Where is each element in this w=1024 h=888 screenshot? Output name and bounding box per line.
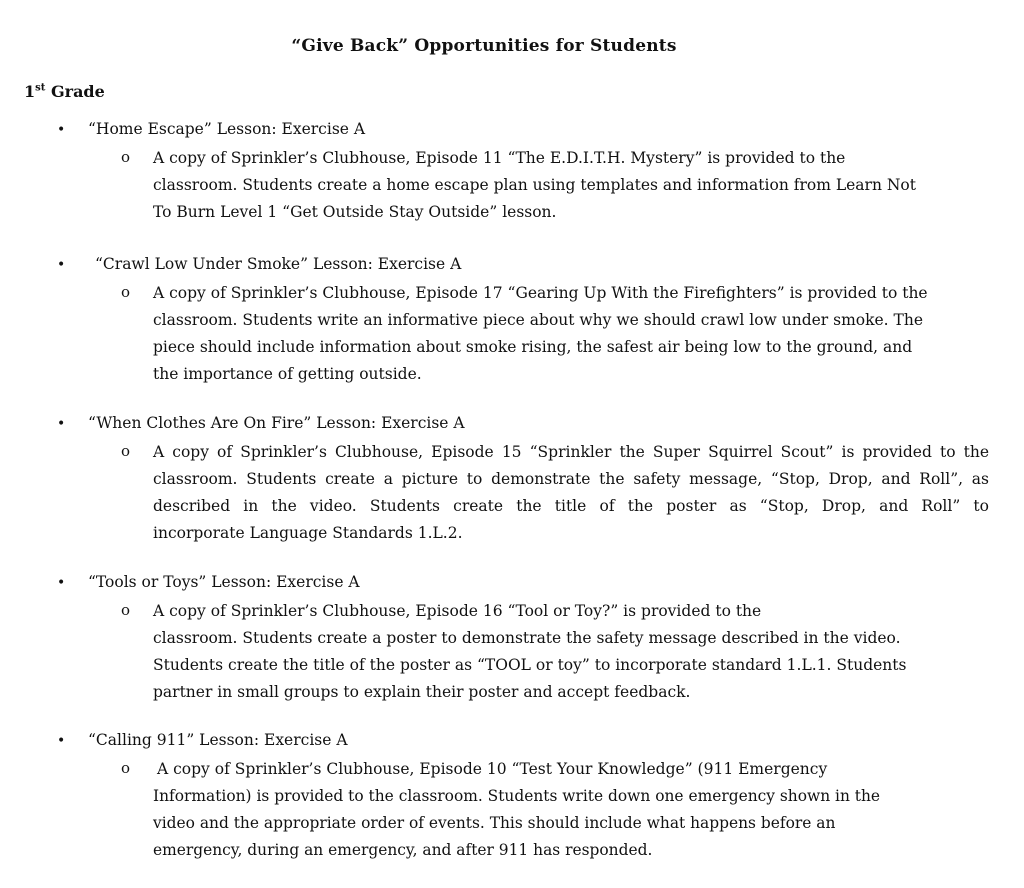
description-line: incorporate Language Standards 1.L.2. xyxy=(153,524,463,542)
grade-ordinal: st xyxy=(35,82,46,94)
lesson-heading: “Tools or Toys” Lesson: Exercise A xyxy=(88,573,360,591)
lesson-description xyxy=(153,280,989,388)
description-line: A copy of Sprinkler’s Clubhouse, Episode 16 “Tool or Toy?” is provided to the xyxy=(153,602,762,620)
lesson-description xyxy=(153,439,989,547)
description-line: partner in small groups to explain their poster and accept feedback. xyxy=(153,683,691,701)
lesson-description xyxy=(153,756,937,864)
sub-bullet-marker: o xyxy=(121,601,131,619)
bullet-marker: • xyxy=(57,257,66,273)
bullet-marker: • xyxy=(57,733,66,749)
grade-heading xyxy=(24,82,105,101)
description-line: classroom. Students create a home escape plan using templates and information from Learn Not xyxy=(153,176,916,194)
description-line: video and the appropriate order of events. This should include what happens before an xyxy=(153,814,836,832)
document-title: “Give Back” Opportunities for Students xyxy=(291,36,677,56)
sub-bullet-marker: o xyxy=(121,148,131,166)
description-line: classroom. Students create a picture to demonstrate the safety message, “Stop, Drop, and Roll”, as xyxy=(153,470,989,488)
description-line: the importance of getting outside. xyxy=(153,365,422,383)
description-line: Information) is provided to the classroom. Students write down one emergency shown in the xyxy=(153,787,881,805)
description-line: A copy of Sprinkler’s Clubhouse, Episode 17 “Gearing Up With the Firefighters” is provided to the xyxy=(153,284,928,302)
description-line: classroom. Students create a poster to demonstrate the safety message described in the video. xyxy=(153,629,901,647)
description-line: A copy of Sprinkler’s Clubhouse, Episode 10 “Test Your Knowledge” (911 Emergency xyxy=(157,760,828,778)
description-line: classroom. Students write an informative piece about why we should crawl low under smoke. The xyxy=(153,311,924,329)
sub-bullet-marker: o xyxy=(121,442,131,460)
grade-number: 1 xyxy=(24,82,36,101)
bullet-marker: • xyxy=(57,416,66,432)
sub-bullet-marker: o xyxy=(121,283,131,301)
lesson-description xyxy=(153,598,989,706)
lesson-heading: “Crawl Low Under Smoke” Lesson: Exercise A xyxy=(95,255,462,273)
description-line: described in the video. Students create the title of the poster as “Stop, Drop, and Roll” to xyxy=(153,497,989,515)
description-line: emergency, during an emergency, and after 911 has responded. xyxy=(153,841,653,859)
lesson-heading: “Home Escape” Lesson: Exercise A xyxy=(88,120,366,138)
bullet-marker: • xyxy=(57,575,66,591)
description-line: piece should include information about smoke rising, the safest air being low to the ground, and xyxy=(153,338,913,356)
description-line: Students create the title of the poster as “TOOL or toy” to incorporate standard 1.L.1. Students xyxy=(153,656,907,674)
lesson-heading: “Calling 911” Lesson: Exercise A xyxy=(88,731,348,749)
description-line: To Burn Level 1 “Get Outside Stay Outside” lesson. xyxy=(153,203,557,221)
lesson-heading: “When Clothes Are On Fire” Lesson: Exercise A xyxy=(88,414,465,432)
grade-label: Grade xyxy=(50,82,105,101)
bullet-marker: • xyxy=(57,122,66,138)
sub-bullet-marker: o xyxy=(121,759,131,777)
description-line: A copy of Sprinkler’s Clubhouse, Episode 15 “Sprinkler the Super Squirrel Scout” is provided to the xyxy=(153,443,989,461)
description-line: A copy of Sprinkler’s Clubhouse, Episode 11 “The E.D.I.T.H. Mystery” is provided to the xyxy=(153,149,846,167)
lesson-description xyxy=(153,145,989,226)
